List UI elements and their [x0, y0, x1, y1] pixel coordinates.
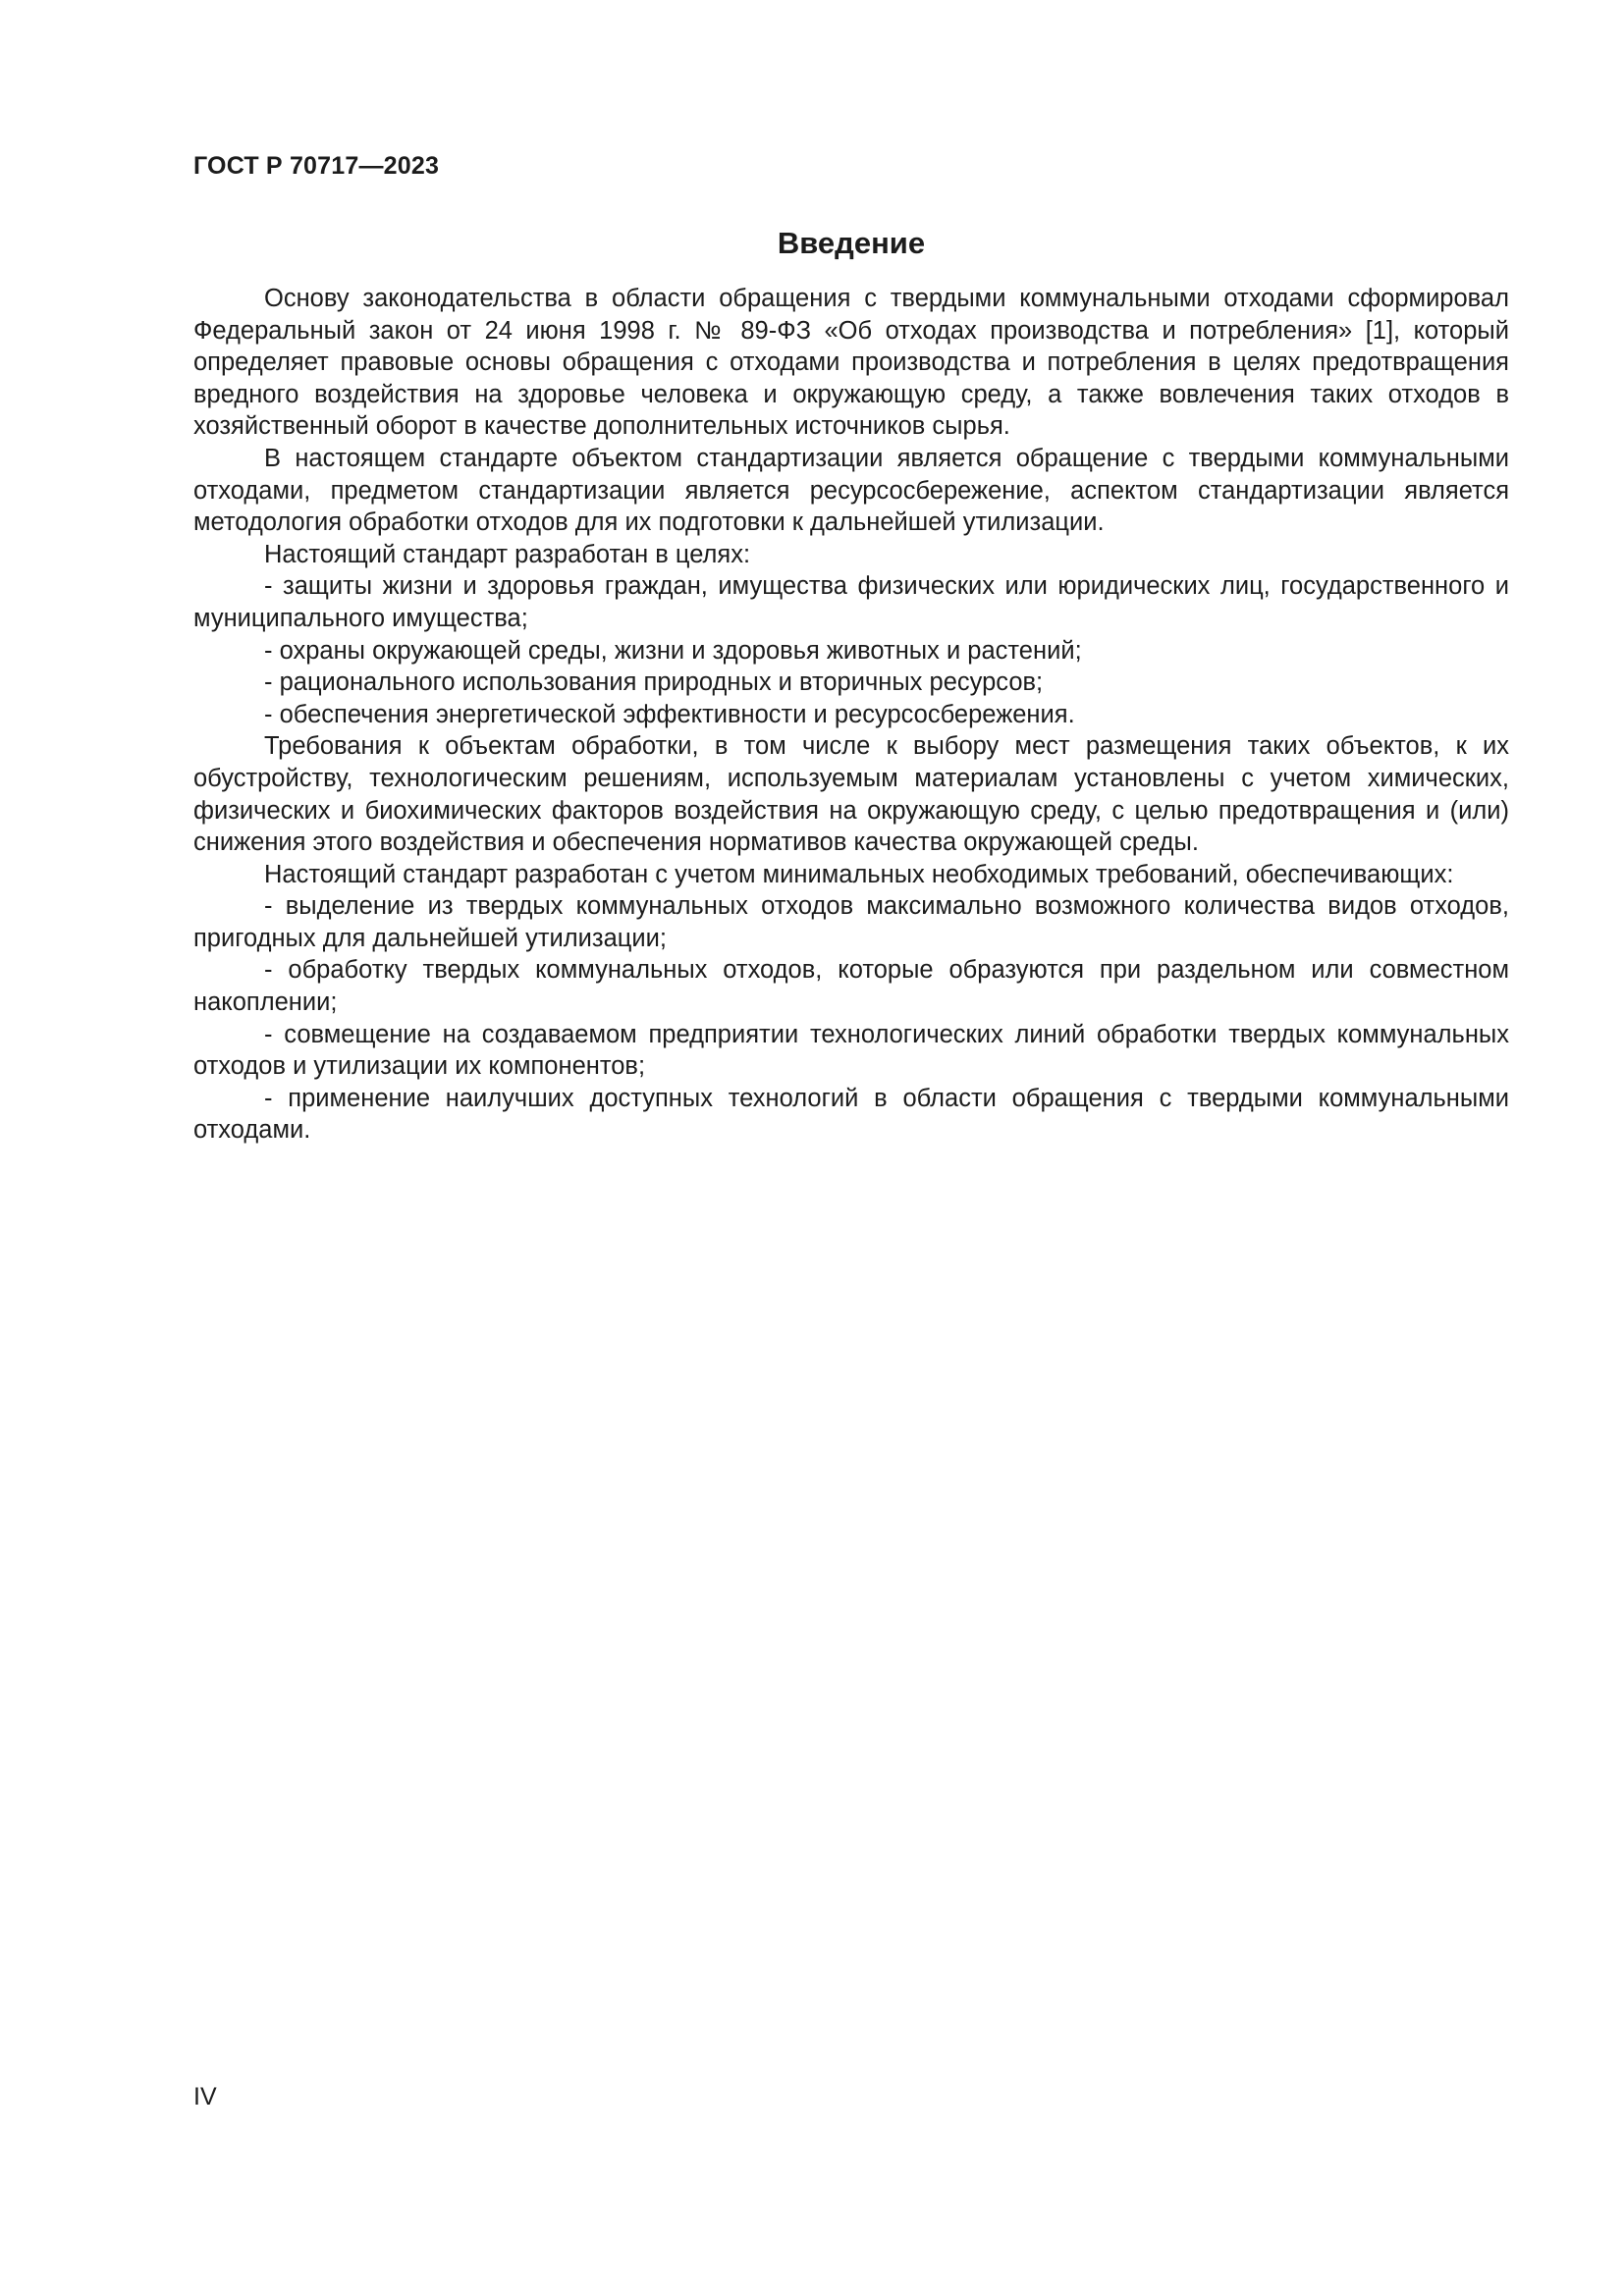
- paragraph: Требования к объектам обработки, в том числе к выбору мест размещения таких объектов, к их обустройству, технологическим решениям, используемым материалам установлены с учетом химических, физических и биохимических факторов воздействия на окружающую среду, с целью предотвращения и (или) снижения этого воздействия и обеспечения нормативов качества окружающей среды.: [193, 732, 1509, 857]
- list-item: - обеспечения энергетической эффективности и ресурсосбережения.: [264, 700, 1075, 728]
- paragraph: Настоящий стандарт разработан с учетом минимальных необходимых требований, обеспечивающих:: [264, 860, 1454, 888]
- document-code: ГОСТ Р 70717—2023: [193, 152, 440, 180]
- section-title: Введение: [777, 226, 926, 260]
- paragraph: В настоящем стандарте объектом стандартизации является обращение с твердыми коммунальными отходами, предметом стандартизации является ресурсосбережение, аспектом стандартизации является методология обработки отходов для их подготовки к дальнейшей утилизации.: [193, 444, 1509, 537]
- list-item: - обработку твердых коммунальных отходов, которые образуются при раздельном или совместном накоплении;: [193, 956, 1509, 1017]
- body-text: [193, 283, 1509, 1147]
- list-item: - совмещение на создаваемом предприятии технологических линий обработки твердых коммунальных отходов и утилизации их компонентов;: [193, 1020, 1509, 1081]
- list-item: - защиты жизни и здоровья граждан, имущества физических или юридических лиц, государственного и муниципального имущества;: [193, 572, 1509, 632]
- list-item: - охраны окружающей среды, жизни и здоровья животных и растений;: [264, 636, 1082, 665]
- list-item: - применение наилучших доступных технологий в области обращения с твердыми коммунальными отходами.: [193, 1084, 1509, 1145]
- paragraph: Настоящий стандарт разработан в целях:: [264, 540, 751, 568]
- list-item: - выделение из твердых коммунальных отходов максимально возможного количества видов отходов, пригодных для дальнейшей утилизации;: [193, 892, 1509, 952]
- page-number: IV: [193, 2083, 217, 2110]
- paragraph: Основу законодательства в области обращения с твердыми коммунальными отходами сформировал Федеральный закон от 24 июня 1998 г. № 89-ФЗ «Об отходах производства и потребления» [1], который определяет правовые основы обращения с отходами производства и потребления в целях предотвращения вредного воздействия на здоровье человека и окружающую среду, а также вовлечения таких отходов в хозяйственный оборот в качестве дополнительных источников сырья.: [193, 285, 1509, 441]
- list-item: - рационального использования природных и вторичных ресурсов;: [264, 668, 1044, 697]
